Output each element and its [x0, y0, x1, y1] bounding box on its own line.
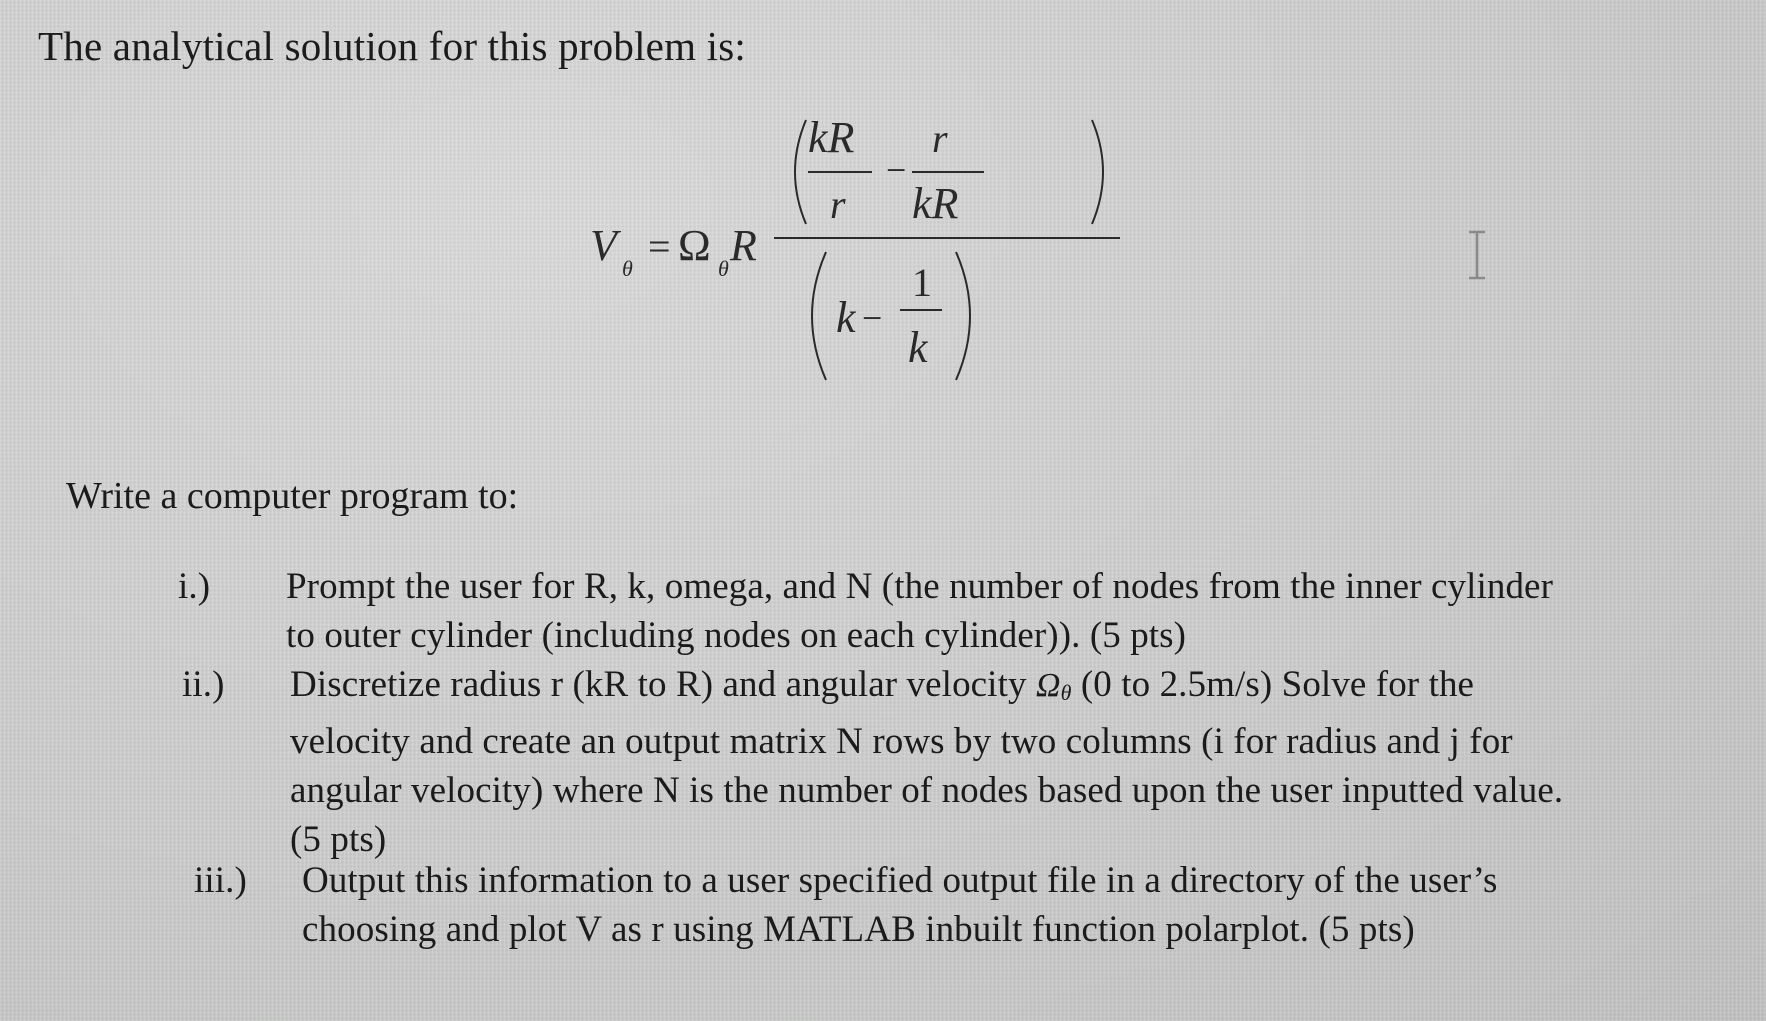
formula-v: V [590, 221, 617, 270]
item-marker: i.) [178, 566, 211, 607]
item-text: (0 to 2.5m/s) Solve for the [1080, 664, 1475, 705]
omega-symbol: Ω [1035, 667, 1061, 704]
num-right-denominator: kR [912, 179, 959, 228]
item-line: velocity and create an output matrix N rows by two columns (i for radius and j for [290, 721, 1513, 762]
numerator-left-paren [795, 120, 806, 224]
omega-subscript: θ [1060, 680, 1072, 705]
num-left-numerator: kR [808, 113, 855, 162]
item-line: Prompt the user for R, k, omega, and N (the number of nodes from the inner cylinder [286, 566, 1554, 607]
analytical-formula [560, 100, 1140, 440]
item-line: Output this information to a user specified output file in a directory of the user’s [302, 860, 1498, 901]
formula-graphic [560, 100, 1140, 440]
denominator-right-paren [956, 252, 970, 380]
formula-equals: = [648, 224, 671, 269]
list-item [178, 562, 1553, 660]
item-marker: iii.) [194, 860, 247, 901]
formula-omega-sub: θ [718, 256, 729, 281]
item-line: choosing and plot V as r using MATLAB inbuilt function polarplot. (5 pts) [302, 909, 1415, 950]
list-item [194, 856, 1498, 954]
formula-v-sub: θ [622, 256, 633, 281]
omega-theta-symbol [1036, 667, 1072, 704]
list-item [182, 660, 1563, 864]
item-line: (5 pts) [290, 819, 387, 860]
item-line: to outer cylinder (including nodes on each cylinder)). (5 pts) [286, 615, 1187, 656]
intro-text: Write a computer program to: [66, 475, 519, 517]
denominator-left-paren [812, 252, 826, 380]
den-frac-denominator: k [908, 323, 928, 372]
num-minus: − [886, 150, 907, 190]
den-k: k [836, 293, 856, 342]
text-cursor-icon [1466, 230, 1488, 280]
den-frac-numerator: 1 [912, 260, 932, 305]
item-text: Discretize radius r (kR to R) and angular velocity [290, 664, 1027, 705]
item-line-first [290, 660, 1563, 717]
formula-r: R [730, 221, 757, 270]
num-right-numerator: r [932, 116, 948, 161]
item-marker: ii.) [182, 664, 225, 705]
den-minus: − [862, 298, 883, 338]
num-left-denominator: r [830, 182, 846, 227]
numerator-right-paren [1092, 120, 1103, 224]
item-line: angular velocity) where N is the number of nodes based upon the user inputted value. [290, 770, 1564, 811]
heading: The analytical solution for this problem is: [38, 23, 746, 69]
formula-omega: Ω [678, 221, 711, 270]
